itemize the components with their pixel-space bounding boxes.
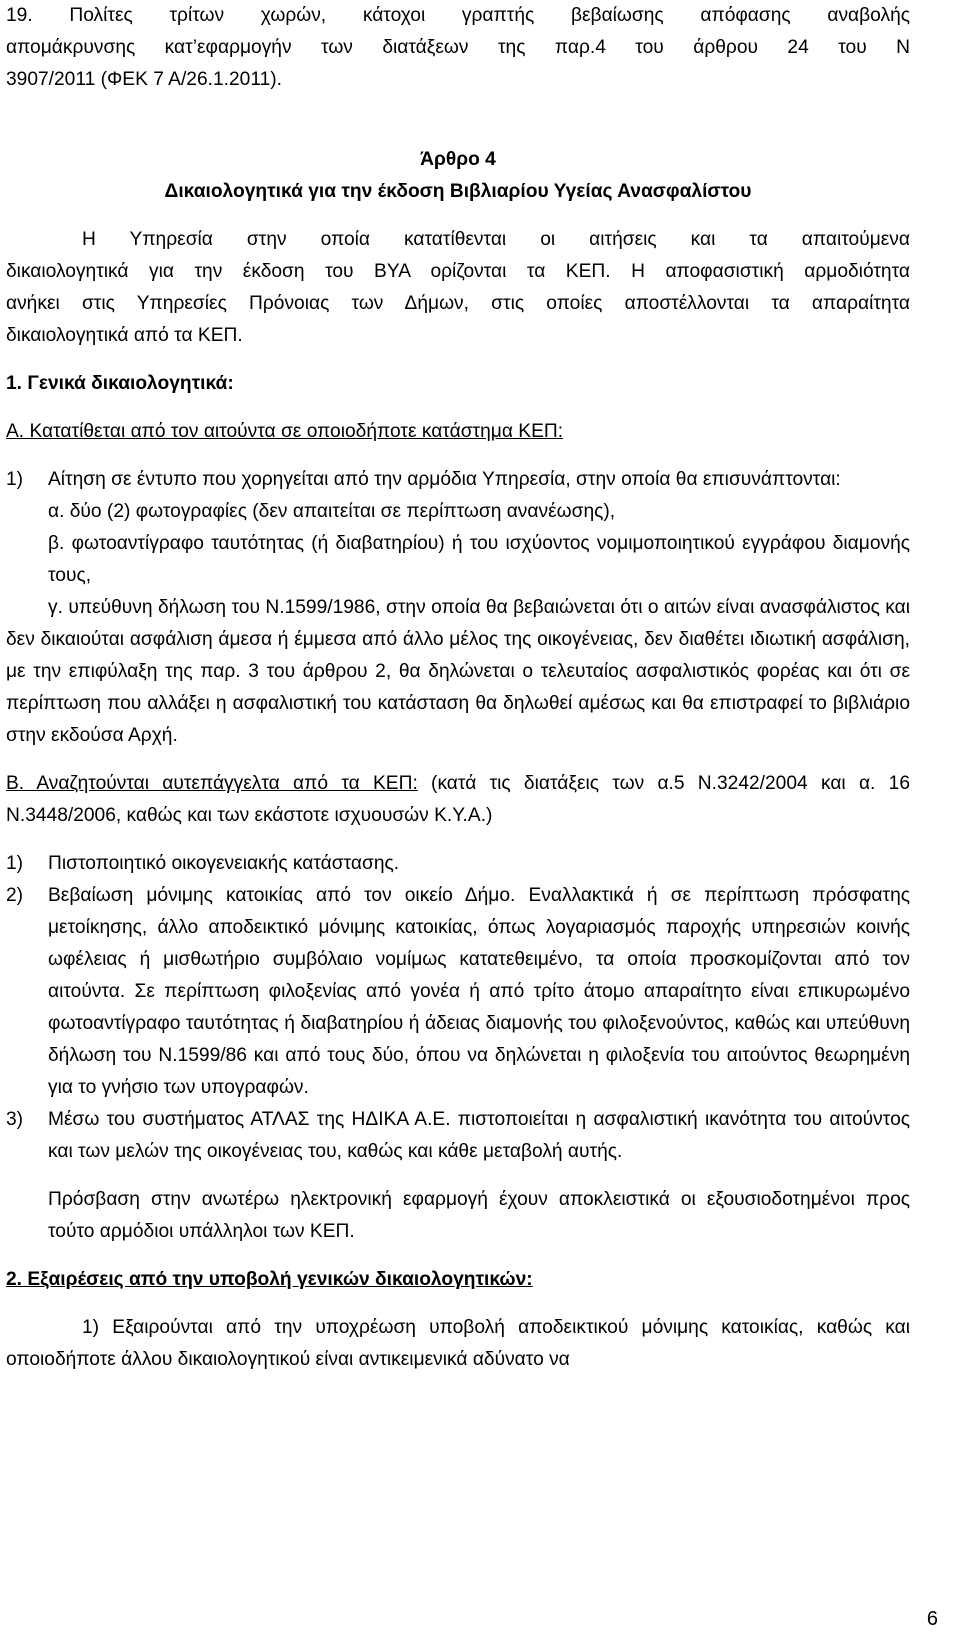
part-a-heading: Α. Κατατίθεται από τον αιτούντα σε οποιοδήποτε κατάστημα ΚΕΠ: bbox=[6, 421, 564, 442]
part-b-item-1-number: 1) bbox=[6, 853, 24, 874]
document-page bbox=[6, 0, 910, 1376]
part-b-item-1-text: Πιστοποιητικό οικογενειακής κατάστασης. bbox=[48, 853, 400, 874]
part-b-heading: Β. Αναζητούνται αυτεπάγγελτα από τα ΚΕΠ: bbox=[6, 773, 418, 794]
item-19-line-1: 19. Πολίτες τρίτων χωρών, κάτοχοι γραπτής βεβαίωσης απόφασης αναβολής bbox=[6, 5, 910, 26]
item-19-line-3: 3907/2011 (ΦΕΚ 7 Α/26.1.2011). bbox=[6, 69, 282, 90]
part-b-item-2 bbox=[6, 880, 910, 1104]
part-a-item-1-number: 1) bbox=[6, 469, 24, 490]
part-a-item-1-alpha: α. δύο (2) φωτογραφίες (δεν απαιτείται σε περίπτωση ανανέωσης), bbox=[48, 501, 616, 522]
part-a-item-1-gamma: γ. υπεύθυνη δήλωση του Ν.1599/1986, στην οποία θα βεβαιώνεται ότι ο αιτών είναι ανασφάλιστος και δεν δικαιούται ασφάλιση άμεσα ή έμμεσα από άλλο μέλος της οικογένειας, δεν διαθέτει ιδιωτική ασφάλιση, με την επιφύλαξη της παρ. 3 του άρθρου 2, θα δηλώνεται ο τελευταίος ασφαλιστικός φορέας και ότι σε περίπτωση που αλλάξει η ασφαλιστική του κατάσταση θα δηλωθεί αμέσως και θα επιστραφεί το βιβλιάριο στην εκδούσα Αρχή. bbox=[6, 597, 910, 746]
part-b-item-2-text: Βεβαίωση μόνιμης κατοικίας από τον οικείο Δήμο. Εναλλακτικά ή σε περίπτωση πρόσφατης μετοίκησης, άλλο αποδεικτικό μόνιμης κατοικίας, όπως λογαριασμός παροχής υπηρεσιών κοινής ωφέλειας ή μισθωτήριο συμβόλαιο νομίμως κατατεθειμένο, τα οποία προσκομίζονται από τον αιτούντα. Σε περίπτωση φιλοξενίας από γονέα ή από τρίτο άτομο απαραίτητο είναι επικυρωμένο φωτοαντίγραφο ταυτότητας ή διαβατηρίου ή άδειας διαμονής του φιλοξενούντος, καθώς και υπεύθυνη δήλωση του Ν.1599/86 και από τους δύο, όπου να δηλώνεται η φιλοξενία του αιτούντος θεωρημένη για το γνήσιο των υπογραφών. bbox=[48, 885, 910, 1098]
item-19 bbox=[6, 0, 910, 96]
part-a-item-1-text: Αίτηση σε έντυπο που χορηγείται από την αρμόδια Υπηρεσία, στην οποία θα επισυνάπτονται: bbox=[48, 469, 841, 490]
intro-line-2: δικαιολογητικά για την έκδοση του ΒΥΑ ορίζονται τα ΚΕΠ. Η αποφασιστική αρμοδιότητα bbox=[6, 261, 910, 282]
part-a-item-1 bbox=[6, 464, 910, 496]
part-b-item-3-text: Μέσω του συστήματος ΑΤΛΑΣ της ΗΔΙΚΑ Α.Ε. πιστοποιείται η ασφαλιστική ικανότητα του αιτούντος και των μελών της οικογένειας του, καθώς και κάθε μεταβολή αυτής. bbox=[48, 1109, 910, 1162]
access-paragraph: Πρόσβαση στην ανωτέρω ηλεκτρονική εφαρμογή έχουν αποκλειστικά οι εξουσιοδοτημένοι προς τούτο αρμόδιοι υπάλληλοι των ΚΕΠ. bbox=[48, 1189, 910, 1242]
part-b-heading-block bbox=[6, 768, 910, 832]
part-b-item-2-number: 2) bbox=[6, 885, 24, 906]
part-b-item-3 bbox=[6, 1104, 910, 1168]
part-b-item-3-number: 3) bbox=[6, 1109, 24, 1130]
intro-line-1: Η Υπηρεσία στην οποία κατατίθενται οι αιτήσεις και τα απαιτούμενα bbox=[82, 229, 910, 250]
part-a-item-1-beta: β. φωτοαντίγραφο ταυτότητας (ή διαβατηρίου) ή του ισχύοντος νομιμοποιητικού εγγράφου διαμονής τους, bbox=[48, 533, 910, 586]
article-number: Άρθρο 4 bbox=[420, 149, 496, 170]
page-number: 6 bbox=[926, 1608, 938, 1630]
section-2-item-1: 1) Εξαιρούνται από την υποχρέωση υποβολή αποδεικτικού μόνιμης κατοικίας, καθώς και οποιοδήποτε άλλου δικαιολογητικού είναι αντικειμενικά αδύνατο να bbox=[6, 1317, 910, 1370]
part-b-note: (κατά τις διατάξεις των α.5 Ν.3242/2004 και α. 16 Ν.3448/2006, καθώς και των εκάστοτε ισχυουσών Κ.Υ.Α.) bbox=[6, 773, 910, 826]
part-b-item-1 bbox=[6, 848, 910, 880]
section-2-heading: 2. Εξαιρέσεις από την υποβολή γενικών δικαιολογητικών: bbox=[6, 1269, 533, 1290]
intro-line-4: δικαιολογητικά από τα ΚΕΠ. bbox=[6, 325, 243, 346]
article-title: Δικαιολογητικά για την έκδοση Βιβλιαρίου Υγείας Ανασφαλίστου bbox=[164, 181, 752, 202]
article-intro bbox=[6, 224, 910, 352]
item-19-line-2: απομάκρυνσης κατ’εφαρμογήν των διατάξεων της παρ.4 του άρθρου 24 του Ν bbox=[6, 37, 910, 58]
section-1-heading: 1. Γενικά δικαιολογητικά: bbox=[6, 373, 234, 394]
intro-line-3: ανήκει στις Υπηρεσίες Πρόνοιας των Δήμων, στις οποίες αποστέλλονται τα απαραίτητα bbox=[6, 293, 910, 314]
